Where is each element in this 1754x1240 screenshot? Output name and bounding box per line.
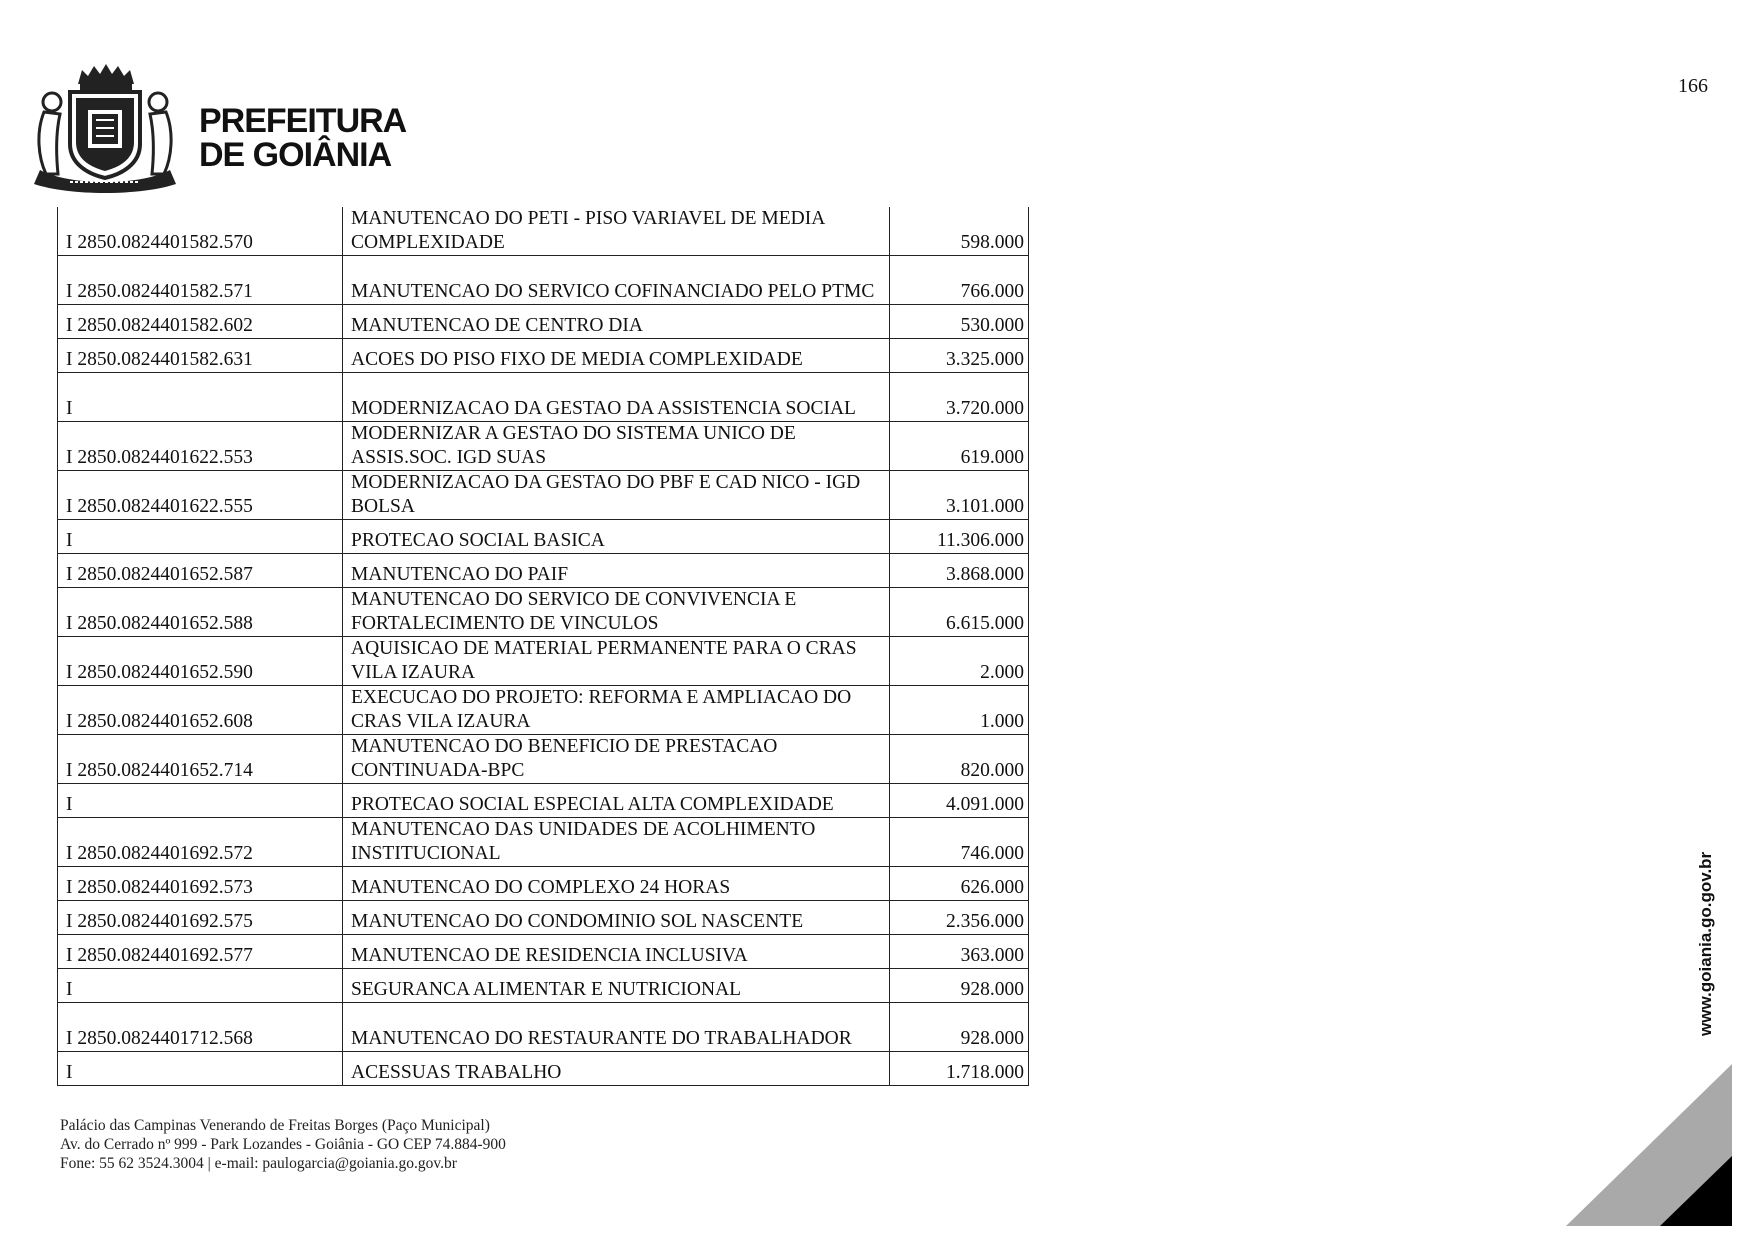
- program-description: MANUTENCAO DO PAIF: [343, 554, 890, 588]
- program-description: MODERNIZAR A GESTAO DO SISTEMA UNICO DE ASSIS.SOC. IGD SUAS: [343, 422, 890, 471]
- program-code: I 2850.0824401692.577: [58, 935, 343, 969]
- program-code: I 2850.0824401652.588: [58, 588, 343, 637]
- program-value: 1.718.000: [890, 1052, 1029, 1086]
- program-value: 928.000: [890, 969, 1029, 1003]
- program-code: I 2850.0824401622.553: [58, 422, 343, 471]
- table-row: [58, 422, 1029, 471]
- program-code: I 2850.0824401652.714: [58, 735, 343, 784]
- program-value: 2.000: [890, 637, 1029, 686]
- program-code: I: [58, 969, 343, 1003]
- corner-triangle-decoration: [1566, 1064, 1732, 1226]
- brand-line-1: PREFEITURA: [199, 102, 407, 140]
- table-row: [58, 686, 1029, 735]
- program-code: I 2850.0824401582.602: [58, 305, 343, 339]
- program-value: 619.000: [890, 422, 1029, 471]
- program-value: 928.000: [890, 1003, 1029, 1052]
- table-row: [58, 554, 1029, 588]
- footer-line-1: Palácio das Campinas Venerando de Freitas Borges (Paço Municipal): [60, 1117, 490, 1134]
- program-value: 626.000: [890, 867, 1029, 901]
- table-row: [58, 1052, 1029, 1086]
- table-row: [58, 207, 1029, 256]
- program-value: 598.000: [890, 207, 1029, 256]
- program-description: MODERNIZACAO DA GESTAO DO PBF E CAD NICO - IGD BOLSA: [343, 471, 890, 520]
- program-description: AQUISICAO DE MATERIAL PERMANENTE PARA O CRAS VILA IZAURA: [343, 637, 890, 686]
- program-code: I 2850.0824401692.573: [58, 867, 343, 901]
- program-code: I 2850.0824401712.568: [58, 1003, 343, 1052]
- program-description: MANUTENCAO DO BENEFICIO DE PRESTACAO CONTINUADA-BPC: [343, 735, 890, 784]
- program-code: I: [58, 373, 343, 422]
- program-value: 3.868.000: [890, 554, 1029, 588]
- table-row: [58, 373, 1029, 422]
- program-description: MODERNIZACAO DA GESTAO DA ASSISTENCIA SOCIAL: [343, 373, 890, 422]
- table-row: [58, 969, 1029, 1003]
- program-value: 6.615.000: [890, 588, 1029, 637]
- program-description: ACOES DO PISO FIXO DE MEDIA COMPLEXIDADE: [343, 339, 890, 373]
- program-code: I 2850.0824401582.570: [58, 207, 343, 256]
- program-value: 4.091.000: [890, 784, 1029, 818]
- table-row: [58, 818, 1029, 867]
- table-row: [58, 471, 1029, 520]
- program-description: SEGURANCA ALIMENTAR E NUTRICIONAL: [343, 969, 890, 1003]
- program-description: MANUTENCAO DE CENTRO DIA: [343, 305, 890, 339]
- program-code: I 2850.0824401582.631: [58, 339, 343, 373]
- program-value: 766.000: [890, 256, 1029, 305]
- program-description: MANUTENCAO DO COMPLEXO 24 HORAS: [343, 867, 890, 901]
- program-description: PROTECAO SOCIAL BASICA: [343, 520, 890, 554]
- website-url: www.goiania.go.gov.br: [1696, 851, 1715, 1036]
- program-value: 820.000: [890, 735, 1029, 784]
- brand-wordmark: [199, 104, 406, 172]
- program-value: 363.000: [890, 935, 1029, 969]
- program-code: I 2850.0824401582.571: [58, 256, 343, 305]
- table-row: [58, 784, 1029, 818]
- table-row: [58, 305, 1029, 339]
- program-value: 1.000: [890, 686, 1029, 735]
- footer-line-3: Fone: 55 62 3524.3004 | e-mail: paulogarcia@goiania.go.gov.br: [60, 1155, 457, 1172]
- table-row: [58, 1003, 1029, 1052]
- table-row: [58, 867, 1029, 901]
- city-crest-logo: [30, 62, 180, 194]
- program-code: I: [58, 520, 343, 554]
- program-value: 3.325.000: [890, 339, 1029, 373]
- table-row: [58, 520, 1029, 554]
- program-description: MANUTENCAO DO PETI - PISO VARIAVEL DE MEDIA COMPLEXIDADE: [343, 207, 890, 256]
- program-description: MANUTENCAO DO SERVICO DE CONVIVENCIA E FORTALECIMENTO DE VINCULOS: [343, 588, 890, 637]
- program-description: MANUTENCAO DO CONDOMINIO SOL NASCENTE: [343, 901, 890, 935]
- table-row: [58, 935, 1029, 969]
- program-code: I: [58, 784, 343, 818]
- table-row: [58, 588, 1029, 637]
- program-value: 3.720.000: [890, 373, 1029, 422]
- program-description: MANUTENCAO DAS UNIDADES DE ACOLHIMENTO INSTITUCIONAL: [343, 818, 890, 867]
- program-code: I 2850.0824401652.590: [58, 637, 343, 686]
- page-number: 166: [1678, 75, 1708, 97]
- table-row: [58, 901, 1029, 935]
- program-code: I 2850.0824401692.572: [58, 818, 343, 867]
- table-row: [58, 256, 1029, 305]
- footer-address: [60, 1116, 506, 1173]
- program-value: 11.306.000: [890, 520, 1029, 554]
- table-row: [58, 637, 1029, 686]
- brand-line-2: DE GOIÂNIA: [199, 136, 392, 174]
- program-description: MANUTENCAO DE RESIDENCIA INCLUSIVA: [343, 935, 890, 969]
- program-code: I 2850.0824401692.575: [58, 901, 343, 935]
- program-description: EXECUCAO DO PROJETO: REFORMA E AMPLIACAO DO CRAS VILA IZAURA: [343, 686, 890, 735]
- program-description: PROTECAO SOCIAL ESPECIAL ALTA COMPLEXIDADE: [343, 784, 890, 818]
- program-description: MANUTENCAO DO SERVICO COFINANCIADO PELO PTMC: [343, 256, 890, 305]
- footer-line-2: Av. do Cerrado nº 999 - Park Lozandes - Goiânia - GO CEP 74.884-900: [60, 1136, 506, 1153]
- budget-table: [57, 207, 1029, 1086]
- program-code: I 2850.0824401652.587: [58, 554, 343, 588]
- program-value: 2.356.000: [890, 901, 1029, 935]
- table-row: [58, 339, 1029, 373]
- table-row: [58, 735, 1029, 784]
- program-code: I 2850.0824401622.555: [58, 471, 343, 520]
- program-value: 746.000: [890, 818, 1029, 867]
- program-code: I: [58, 1052, 343, 1086]
- program-value: 3.101.000: [890, 471, 1029, 520]
- program-value: 530.000: [890, 305, 1029, 339]
- program-code: I 2850.0824401652.608: [58, 686, 343, 735]
- program-description: ACESSUAS TRABALHO: [343, 1052, 890, 1086]
- program-description: MANUTENCAO DO RESTAURANTE DO TRABALHADOR: [343, 1003, 890, 1052]
